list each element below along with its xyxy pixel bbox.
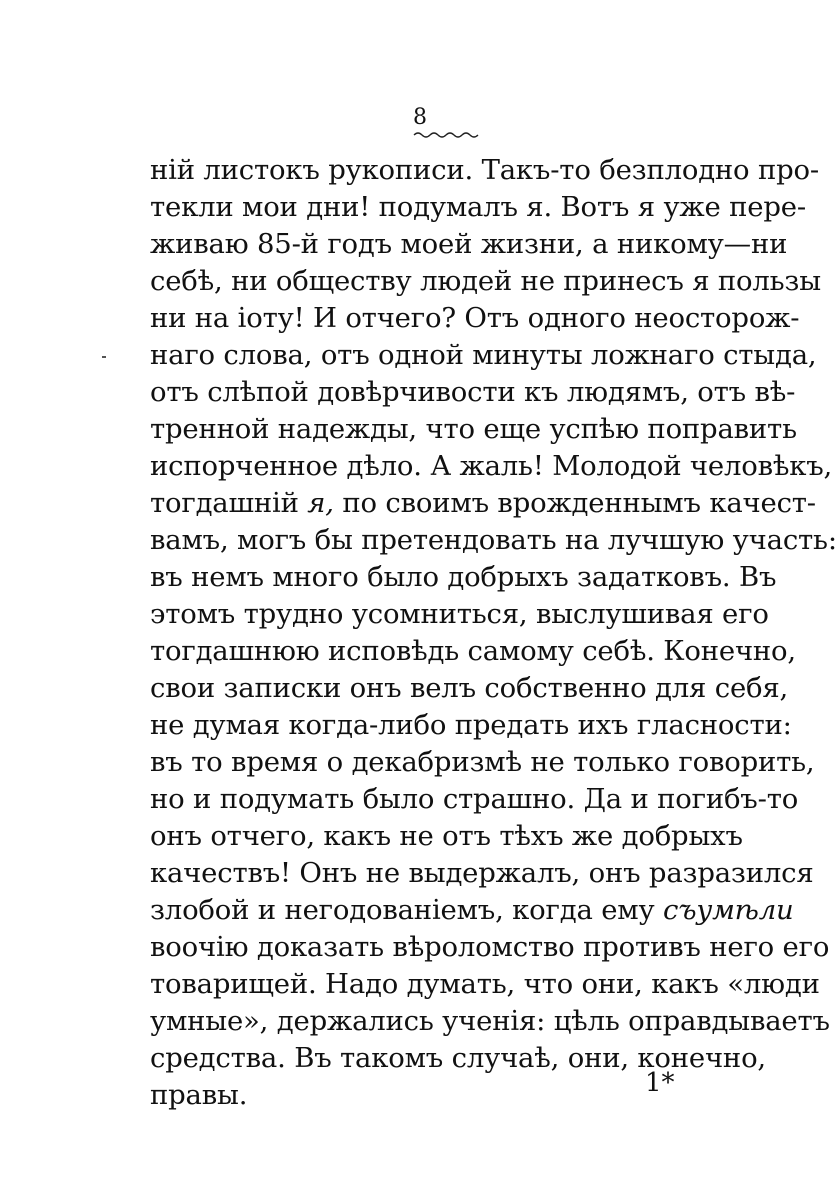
text-line: правы.: [150, 1079, 248, 1111]
text-line: тренной надежды, что еще успѣю поправить: [150, 413, 797, 445]
text-line: отъ слѣпой довѣрчивости къ людямъ, отъ вѣ-: [150, 376, 796, 408]
signature-mark: 1*: [645, 1068, 675, 1098]
text-line: качествъ! Онъ не выдержалъ, онъ разразился: [150, 857, 814, 889]
text-line: но и подумать было страшно. Да и погибъ-то: [150, 783, 799, 815]
text-line: въ то время о декабризмѣ не только говорить,: [150, 746, 815, 778]
text-line: наго слова, отъ одной минуты ложнаго стыда,: [150, 339, 817, 371]
text-line: воочію доказать вѣроломство противъ него его: [150, 931, 830, 963]
italic-word: я,: [307, 487, 334, 519]
text-line: ни на іоту! И отчего? Отъ одного неосторож-: [150, 302, 800, 334]
text-line: свои записки онъ велъ собственно для себя,: [150, 672, 789, 704]
text-line: ній листокъ рукописи. Такъ-то безплодно про-: [150, 154, 819, 186]
page-number: 8: [413, 105, 427, 130]
text-line: испорченное дѣло. А жаль! Молодой человѣкъ,: [150, 450, 833, 482]
text-line: средства. Въ такомъ случаѣ, они, конечно,: [150, 1042, 766, 1074]
text-line: живаю 85-й годъ моей жизни, а никому—ни: [150, 228, 788, 260]
margin-mark: [102, 356, 106, 358]
text-segment: злобой и негодованіемъ, когда ему: [150, 894, 655, 926]
text-line: онъ отчего, какъ не отъ тѣхъ же добрыхъ: [150, 820, 743, 852]
text-line: [150, 485, 816, 522]
text-line: умные», держались ученія: цѣль оправдываетъ: [150, 1005, 830, 1037]
text-line: этомъ трудно усомниться, выслушивая его: [150, 598, 769, 630]
wavy-rule-ornament: [414, 130, 478, 138]
text-line: себѣ, ни обществу людей не принесъ я пользы: [150, 265, 821, 297]
text-line: текли мои дни! подумалъ я. Вотъ я уже пере-: [150, 191, 806, 223]
body-text: [150, 152, 837, 1114]
italic-word: съумѣли: [663, 894, 794, 926]
text-line: товарищей. Надо думать, что они, какъ «люди: [150, 968, 820, 1000]
text-line: въ немъ много было добрыхъ задатковъ. Въ: [150, 561, 777, 593]
text-line: тогдашнюю исповѣдь самому себѣ. Конечно,: [150, 635, 796, 667]
text-segment: по своимъ врожденнымъ качест-: [342, 487, 816, 519]
text-line: не думая когда-либо предать ихъ гласности:: [150, 709, 792, 741]
text-line: вамъ, могъ бы претендовать на лучшую участь:: [150, 524, 837, 556]
text-line: [150, 892, 794, 929]
text-segment: тогдашній: [150, 487, 299, 519]
